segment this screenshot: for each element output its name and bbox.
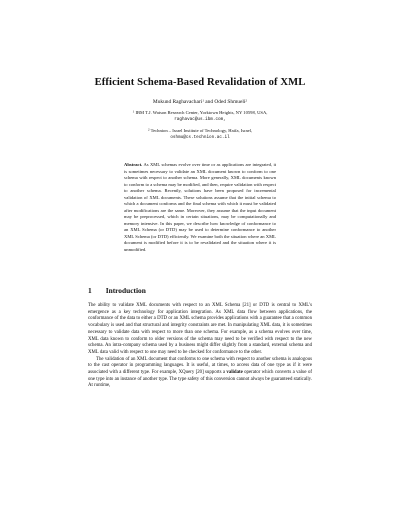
keyword-validate: validate [226,370,243,376]
affiliation-mark: 2 [147,127,150,132]
section-title: Introduction [105,286,146,295]
author-mark: 2 [245,98,248,103]
author-name: Mukund Raghavachari [152,99,203,105]
body-text [88,303,312,390]
affiliation-text: IBM T.J. Watson Research Center, Yorktown Heights, NY 10598, USA, [135,110,268,115]
paragraph [88,357,312,391]
author-name: Oded Shmueli [214,99,246,105]
affiliation-email: oshmu@cs.technion.ac.il [170,135,230,141]
abstract-label: Abstract. [124,162,143,167]
affiliation [0,110,400,124]
affiliation-text: Technion – Israel Institute of Technology, Haifa, Israel, [150,128,253,133]
section-number: 1 [88,286,92,295]
affiliation-email: raghavac@us.ibm.com, [174,117,226,123]
abstract-text: As XML schemas evolve over time or as applications are integrated, it is sometimes necessary to validate an XML document known to conform to one schema with respect to another schema. More generally, XML documents known to conform to a schema may be modified, and then, require validation with respect to another schema. Recently, solutions have been proposed for incremental validation of XML documents. These solutions assume that the initial schema to which a document conforms and the final schema with which it must be validated after modifications are the same. Moreover, they assume that the input document may be preprocessed, which in certain situations, may be computationally and memory intensive. In this paper, we describe how knowledge of conformance to an XML Schema (or DTD) may be used to determine conformance to another XML Schema (or DTD) efficiently. We examine both the situation where an XML document is modified before it is to be revalidated and the situation where it is unmodified. [124,162,276,252]
affiliation-mark: 1 [132,109,135,114]
author-line [0,99,400,105]
paragraph-text: operator which converts a value of one type into an instance of another type. The type safety of this conversion cannot always be guaranteed statically. At runtime, [88,370,312,389]
author-mark: 1 [202,98,204,103]
author-separator: and [203,99,215,105]
section-heading [88,286,146,295]
abstract [124,162,276,253]
affiliation [0,128,400,142]
paragraph-text: The validation of an XML document that conforms to one schema with respect to another schema is analogous to the cast operator in programming languages. It is useful, at times, to access data of one type as if it were associated with a different type. For example, XQuery [20] supports a [88,356,312,376]
paragraph: The ability to validate XML documents with respect to an XML Schema [21] or DTD is central to XML's emergence as a key technology for application integration. As XML data flow between applications, the conformance of the data to either a DTD or an XML schema provides applications with a guarantee that a common vocabulary is used and that structural and integrity constraints are met. In manipulating XML data, it is sometimes necessary to validate data with respect to more than one schema. For example, as a schema evolves over time, XML data known to conform to older versions of the schema may need to be verified with respect to the new schema. An intra-company schema used by a business might differ slightly from a standard, external schema and XML data valid with respect to one may need to be checked for conformance to the other. [88,303,312,355]
paper-title: Efficient Schema-Based Revalidation of XML [94,77,306,88]
